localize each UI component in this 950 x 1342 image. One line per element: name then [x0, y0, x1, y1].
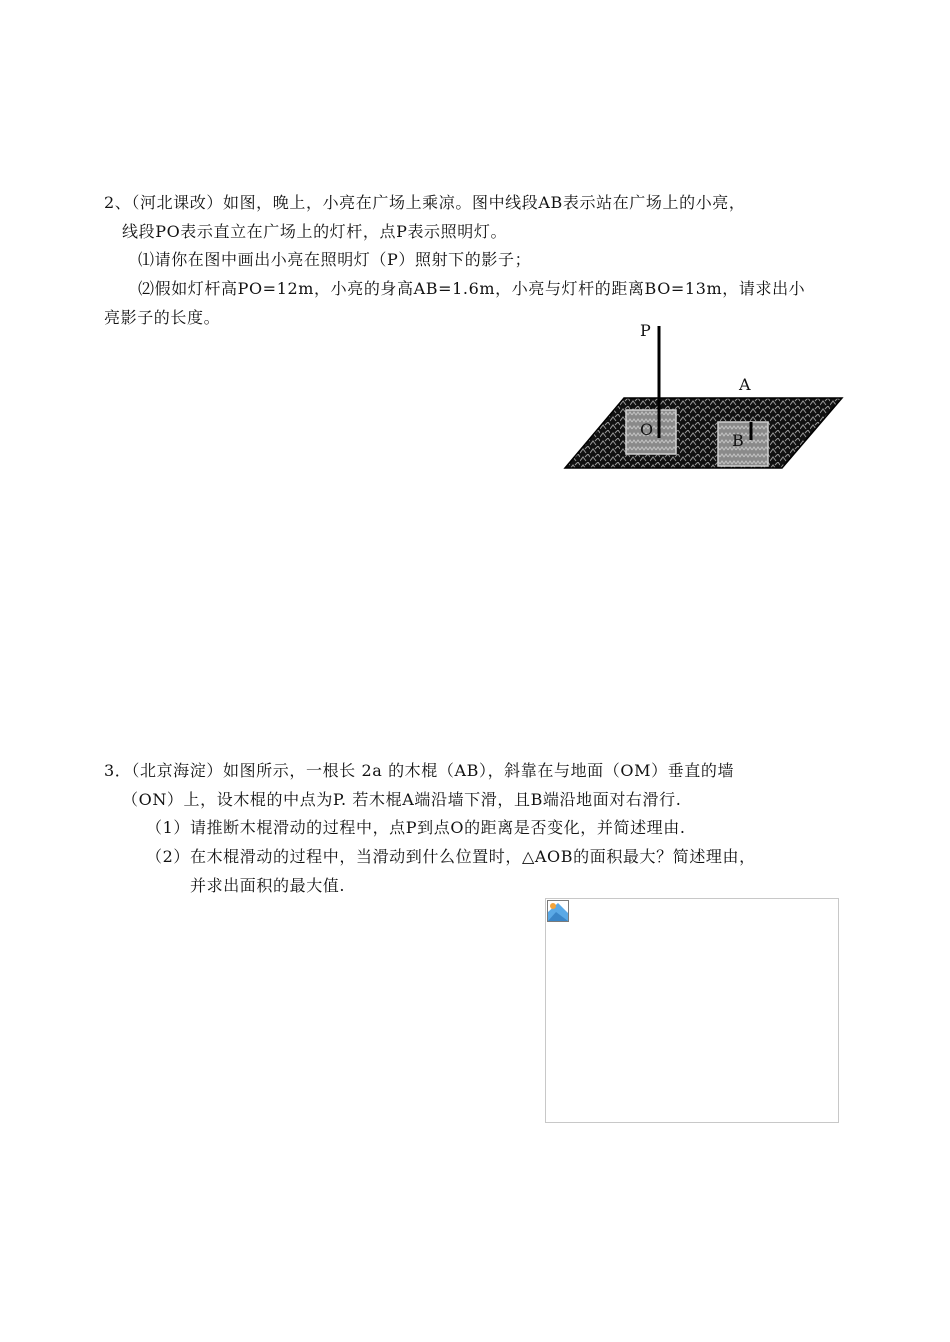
- missing-figure-placeholder: [545, 898, 839, 1123]
- lamp-post-figure-svg: [560, 318, 850, 478]
- q2-line-5: 亮影子的长度。: [104, 308, 221, 327]
- q3-subquestion-1: （1）请推断木棍滑动的过程中，点P到点O的距离是否变化，并简述理由.: [146, 818, 686, 837]
- q3-line-2: （ON）上，设木棍的中点为P. 若木棍A端沿墙下滑，且B端沿地面对右滑行.: [122, 790, 682, 809]
- q2-line-1: 2、（河北课改）如图，晚上，小亮在广场上乘凉。图中线段AB表示站在广场上的小亮，: [104, 193, 746, 212]
- q3-line-5: 并求出面积的最大值.: [190, 876, 346, 895]
- label-o: O: [640, 420, 654, 439]
- q2-subquestion-2: ⑵假如灯杆高PO=12m，小亮的身高AB=1.6m，小亮与灯杆的距离BO=13m，请求出小: [138, 279, 806, 298]
- label-p: P: [640, 321, 651, 340]
- q2-subquestion-1: ⑴请你在图中画出小亮在照明灯（P）照射下的影子；: [138, 250, 532, 269]
- plaza-ground: [565, 398, 842, 468]
- q3-subquestion-2: （2）在木棍滑动的过程中，当滑动到什么位置时，△AOB的面积最大？简述理由，: [146, 847, 756, 866]
- lamp-post-figure: [560, 318, 850, 478]
- label-b: B: [732, 431, 744, 450]
- q2-line-2: 线段PO表示直立在广场上的灯杆，点P表示照明灯。: [122, 222, 508, 241]
- broken-image-icon: [547, 900, 569, 922]
- q3-line-1: 3．（北京海淀）如图所示，一根长 2a 的木棍（AB），斜靠在与地面（OM）垂直的墙: [104, 761, 735, 780]
- label-a: A: [739, 375, 751, 394]
